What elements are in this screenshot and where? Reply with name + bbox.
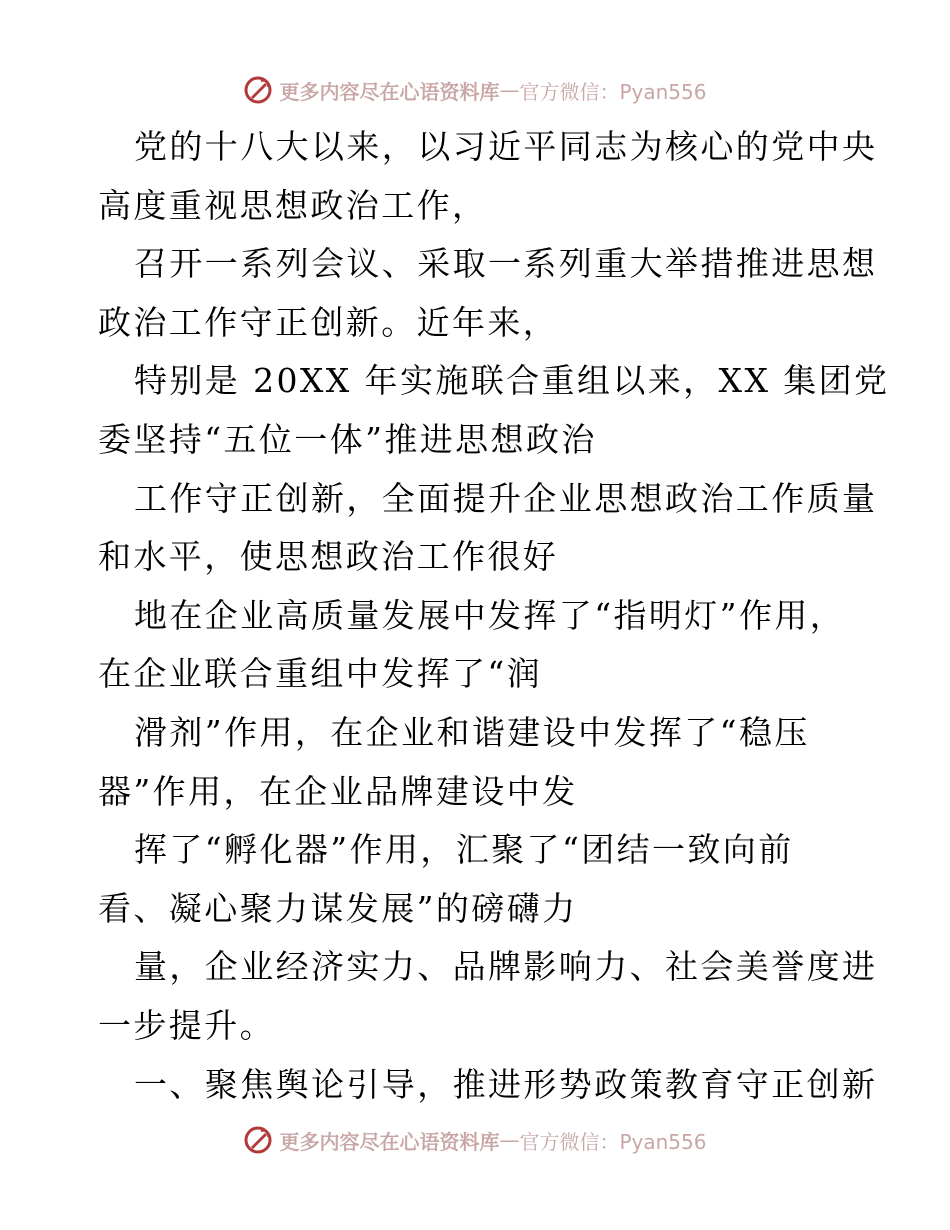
header-banner-text: 更多内容尽在心语资料库 xyxy=(279,79,500,104)
body-line-15: 量，企业经济实力、品牌影响力、社会美誉度进 xyxy=(134,947,878,987)
body-line-6: 委坚持“五位一体”推进思想政治 xyxy=(98,419,597,459)
body-line-13: 挥了“孵化器”作用，汇聚了“团结一致向前 xyxy=(134,830,794,870)
footer-banner-text: 更多内容尽在心语资料库 xyxy=(279,1129,500,1154)
document-body xyxy=(98,118,890,1114)
body-line-11: 滑剂”作用，在企业和谐建设中发挥了“稳压 xyxy=(134,712,810,752)
footer-watermark-banner xyxy=(0,1120,950,1160)
body-line-14: 看、凝心聚力谋发展”的磅礴力 xyxy=(98,888,578,928)
body-line-4: 政治工作守正创新。近年来， xyxy=(98,302,559,342)
body-line-16: 一步提升。 xyxy=(98,1005,275,1045)
header-watermark-banner xyxy=(0,70,950,110)
section-heading-1: 一、聚焦舆论引导，推进形势政策教育守正创新 xyxy=(134,1064,878,1104)
header-banner-contact: 官方微信：Pyan556 xyxy=(519,79,707,104)
header-banner-dash: — xyxy=(499,78,520,102)
footer-banner-contact: 官方微信：Pyan556 xyxy=(519,1129,707,1154)
body-line-12: 器”作用，在企业品牌建设中发 xyxy=(98,771,578,811)
body-line-9: 地在企业高质量发展中发挥了“指明灯”作用， xyxy=(134,595,846,635)
quill-logo-icon xyxy=(243,75,273,105)
quill-logo-icon xyxy=(243,1125,273,1155)
body-line-1: 党的十八大以来，以习近平同志为核心的党中央 xyxy=(134,127,878,166)
body-line-10: 在企业联合重组中发挥了“润 xyxy=(98,654,543,694)
body-line-8: 和水平，使思想政治工作很好 xyxy=(98,537,559,577)
body-line-3: 召开一系列会议、采取一系列重大举措推进思想 xyxy=(134,244,878,284)
footer-banner-dash: — xyxy=(499,1128,520,1152)
body-line-7: 工作守正创新，全面提升企业思想政治工作质量 xyxy=(134,478,878,518)
body-line-2: 高度重视思想政治工作， xyxy=(98,185,488,225)
body-line-5: 特别是 20XX 年实施联合重组以来，XX 集团党 xyxy=(134,361,890,401)
